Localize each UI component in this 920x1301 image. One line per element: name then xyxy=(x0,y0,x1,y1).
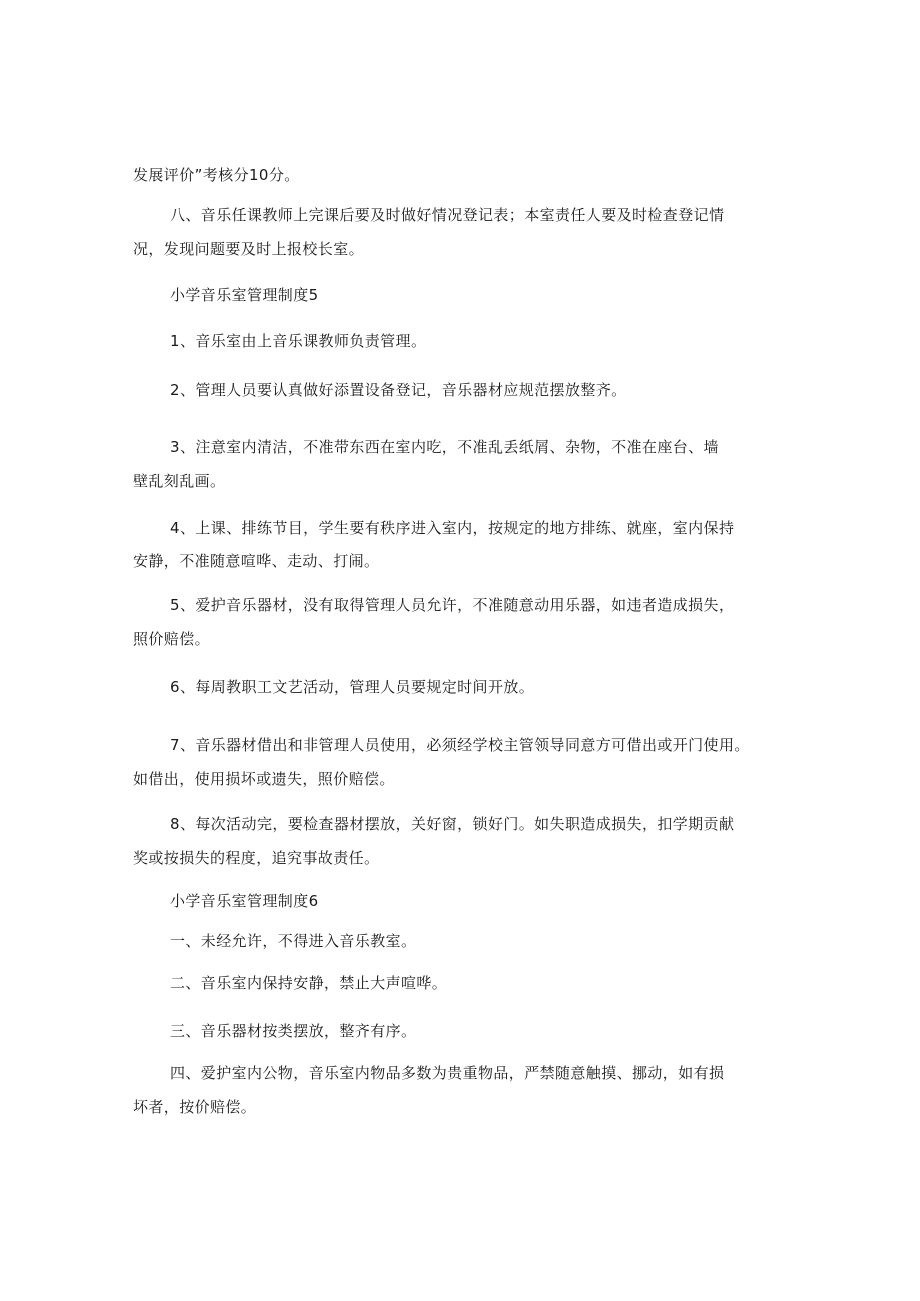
section-heading-6: 小学音乐室管理制度6 xyxy=(170,892,319,910)
text-line-10: 安静，不准随意喧哗、走动、打闹。 xyxy=(133,552,380,570)
text-line-19: 一、未经允许，不得进入音乐教室。 xyxy=(170,932,417,950)
text-line-7: 3、注意室内清洁，不准带东西在室内吃，不准乱丢纸屑、杂物，不准在座台、墙 xyxy=(170,438,719,456)
text-line-3: 况，发现问题要及时上报校长室。 xyxy=(133,240,365,258)
text-line-21: 三、音乐器材按类摆放，整齐有序。 xyxy=(170,1022,417,1040)
text-line-9: 4、上课、排练节目，学生要有秩序进入室内，按规定的地方排练、就座，室内保持 xyxy=(170,519,735,537)
text-line-6: 2、管理人员要认真做好添置设备登记，音乐器材应规范摆放整齐。 xyxy=(170,381,627,399)
text-line-13: 6、每周教职工文艺活动，管理人员要规定时间开放。 xyxy=(170,678,535,696)
text-line-22: 四、爱护室内公物，音乐室内物品多数为贵重物品，严禁随意触摸、挪动，如有损 xyxy=(170,1064,725,1082)
text-line-8: 壁乱刻乱画。 xyxy=(133,472,226,490)
text-line-1: 发展评价”考核分10分。 xyxy=(133,166,300,184)
text-line-11: 5、爱护音乐器材，没有取得管理人员允许，不准随意动用乐器，如违者造成损失， xyxy=(170,596,735,614)
text-line-17: 奖或按损失的程度，追究事故责任。 xyxy=(133,849,380,867)
section-heading-5: 小学音乐室管理制度5 xyxy=(170,286,319,304)
text-line-23: 坏者，按价赔偿。 xyxy=(133,1098,257,1116)
text-line-20: 二、音乐室内保持安静，禁止大声喧哗。 xyxy=(170,974,448,992)
text-line-14: 7、音乐器材借出和非管理人员使用，必须经学校主管领导同意方可借出或开门使用。 xyxy=(170,736,750,754)
text-line-5: 1、音乐室由上音乐课教师负责管理。 xyxy=(170,332,427,350)
text-line-12: 照价赔偿。 xyxy=(133,630,211,648)
text-line-16: 8、每次活动完，要检查器材摆放，关好窗，锁好门。如失职造成损失，扣学期贡献 xyxy=(170,815,735,833)
text-line-15: 如借出，使用损坏或遗失，照价赔偿。 xyxy=(133,770,395,788)
text-line-2: 八、音乐任课教师上完课后要及时做好情况登记表；本室责任人要及时检查登记情 xyxy=(170,206,725,224)
